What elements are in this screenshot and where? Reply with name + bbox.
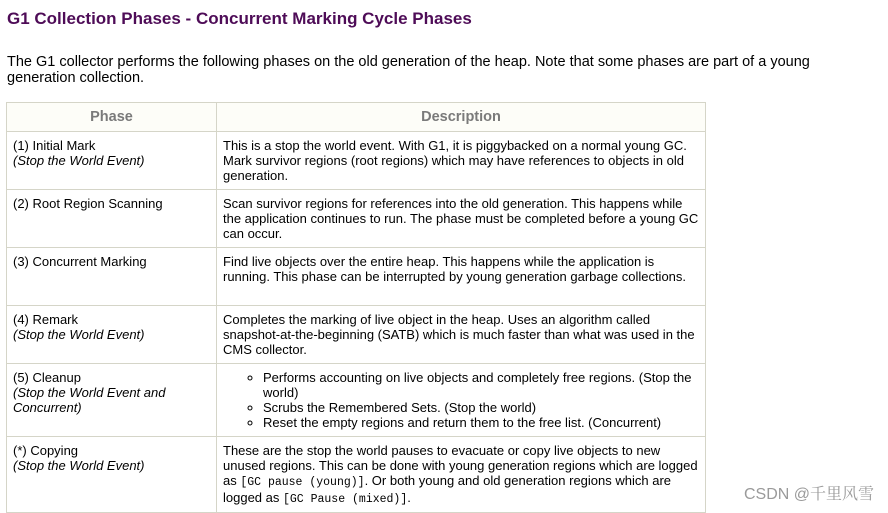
description-cell: [217, 364, 706, 437]
description-text: . Or both young and old generation regions which are logged as: [223, 473, 671, 505]
phase-cell: [7, 364, 217, 437]
description-column-header: Description: [217, 103, 706, 132]
phase-name: (4) Remark: [13, 312, 79, 327]
phase-cell: [7, 248, 217, 306]
phase-name: (3) Concurrent Marking: [13, 254, 147, 269]
phase-name: (1) Initial Mark: [13, 138, 96, 153]
watermark: CSDN @千里风雪: [743, 486, 874, 503]
phase-note: (Stop the World Event): [13, 327, 145, 342]
list-item: ◦ Reset the empty regions and return them to the free list. (Concurrent): [263, 415, 699, 430]
table-row: [7, 248, 706, 306]
table-row: [7, 306, 706, 364]
phase-column-header: Phase: [7, 103, 217, 132]
list-item: ◦ Scrubs the Remembered Sets. (Stop the world): [263, 400, 699, 415]
phase-name: (*) Copying: [13, 443, 79, 458]
phase-cell: [7, 190, 217, 248]
description-text: These are the stop the world pauses to evacuate or copy live objects to new unused regions. This can be done with young generation regions which are logged as: [223, 443, 698, 488]
description-cell: Find live objects over the entire heap. This happens while the application is running. This phase can be interrupted by young generation garbage collections.: [217, 248, 706, 306]
phase-name: (2) Root Region Scanning: [13, 196, 163, 211]
phase-cell: [7, 437, 217, 513]
list-item: ◦ Performs accounting on live objects and completely free regions. (Stop the world): [263, 370, 699, 400]
page-title: G1 Collection Phases - Concurrent Marking Cycle Phases: [7, 9, 472, 28]
table-header-row: [7, 103, 706, 132]
intro-paragraph: The G1 collector performs the following phases on the old generation of the heap. Note that some phases are part of a young generation collection.: [7, 54, 810, 86]
gc-log-mixed: [GC Pause (mixed)]: [283, 493, 408, 506]
description-cell: This is a stop the world event. With G1, it is piggybacked on a normal young GC. Mark survivor regions (root regions) which may have references to objects in old generation.: [217, 132, 706, 190]
table-row: [7, 132, 706, 190]
phase-note: (Stop the World Event): [13, 153, 145, 168]
phase-cell: [7, 132, 217, 190]
table-row: [7, 190, 706, 248]
phases-table: [6, 102, 706, 513]
description-cell: Scan survivor regions for references into the old generation. This happens while the application continues to run. The phase must be completed before a young GC can occur.: [217, 190, 706, 248]
phase-note: (Stop the World Event): [13, 458, 145, 473]
phase-name: (5) Cleanup: [13, 370, 81, 385]
table-row: [7, 364, 706, 437]
phase-cell: [7, 306, 217, 364]
description-cell: [217, 437, 706, 513]
table-row: [7, 437, 706, 513]
phase-note: (Stop the World Event and Concurrent): [13, 385, 166, 415]
description-text: .: [407, 490, 411, 505]
gc-log-young: [GC pause (young)]: [240, 476, 365, 489]
description-cell: Completes the marking of live object in the heap. Uses an algorithm called snapshot-at-the-beginning (SATB) which is much faster than what was used in the CMS collector.: [217, 306, 706, 364]
cleanup-bullet-list: [223, 370, 699, 430]
